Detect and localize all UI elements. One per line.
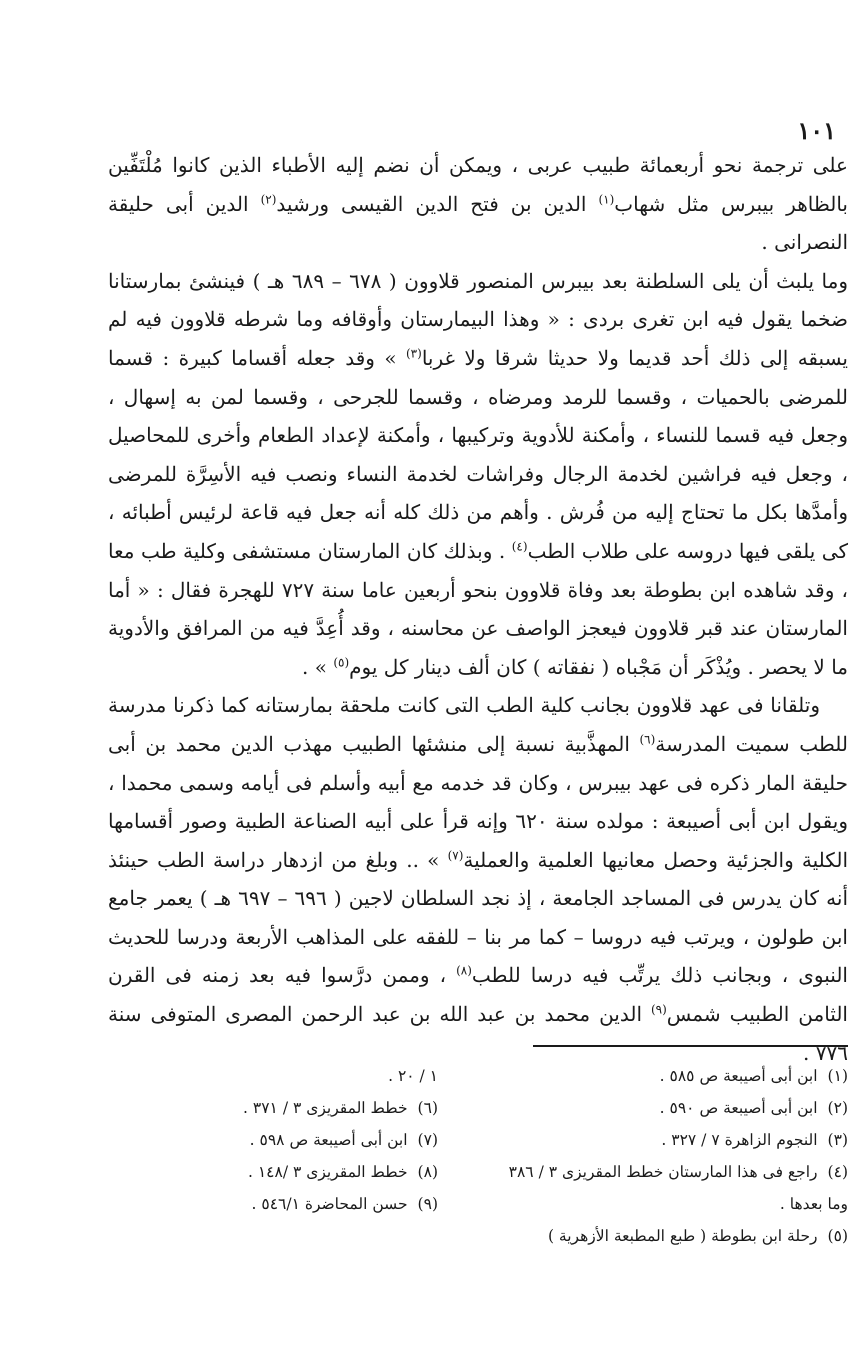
footnote-text: راجع فى هذا المارستان خطط المقريزى ٣ / ٣٨٦	[508, 1163, 818, 1181]
paragraph	[108, 262, 848, 687]
footnote	[463, 1092, 848, 1124]
paragraph	[108, 146, 848, 262]
footnotes-right-column	[463, 1060, 848, 1252]
footnote-number: (٢)	[827, 1099, 848, 1117]
footnote	[463, 1124, 848, 1156]
paragraph-text: الدين أبى حليقة النصرانى .	[108, 191, 848, 255]
footnote-number: (٥)	[827, 1227, 848, 1245]
footnote-continuation: وما بعدها .	[779, 1195, 848, 1213]
footnote-text: رحلة ابن بطوطة ( طبع المطبعة الأزهرية )	[547, 1227, 818, 1245]
footnote-marker: (٦)	[639, 732, 656, 747]
footnote	[108, 1188, 438, 1220]
page-number: ١٠١	[797, 116, 836, 145]
paragraph-text: الدين بن فتح الدين القيسى ورشيد	[276, 191, 599, 216]
footnote-text: النجوم الزاهرة ٧ / ٣٢٧ .	[661, 1131, 818, 1149]
footnote-text: حسن المحاضرة ٥٤٦/١ .	[251, 1195, 408, 1213]
paragraph-text: » .	[302, 654, 334, 679]
footnote-marker: (١)	[598, 191, 615, 206]
paragraph-text: على ترجمة نحو أربعمائة طبيب عربى ، ويمكن أن نضم إليه الأطباء الذين كانوا مُلْتَفِّين بالظاهر بيبرس مثل شهاب	[108, 153, 848, 216]
footnote-marker: (٤)	[511, 539, 528, 554]
footnote-marker: (٨)	[456, 963, 472, 978]
footnote-text: ابن أبى أصيبعة ص ٥٩٠ .	[659, 1099, 818, 1117]
footnote-number: (١)	[827, 1067, 848, 1085]
paragraph-text: وما يلبث أن يلى السلطنة بعد بيبرس المنصور قلاوون ( ٦٧٨ – ٦٨٩ هـ ) فينشئ بمارستانا ضخما يقول فيه ابن تغرى بردى : « وهذا البيمارستان وأوقافه وما شرطه قلاوون فيه لم يسبقه إلى ذلك أحد قديما ولا حديثا شرقا ولا غربا	[108, 268, 848, 370]
footnote-number: (٣)	[827, 1131, 848, 1149]
footnote	[463, 1060, 848, 1092]
footnote-number: (٩)	[417, 1195, 438, 1213]
footnote-number: (٤)	[827, 1163, 848, 1181]
paragraph-text: ، وممن درَّسوا فيه بعد زمنه فى القرن الثامن الطبيب شمس	[108, 963, 848, 1027]
footnote-text: ابن أبى أصيبعة ص ٥٨٥ .	[659, 1067, 818, 1085]
footnotes-left-column	[108, 1060, 438, 1220]
main-text	[108, 146, 848, 1072]
footnote-text: ابن أبى أصيبعة ص ٥٩٨ .	[249, 1131, 408, 1149]
footnote-marker: (٢)	[260, 191, 277, 206]
footnote-marker: (٩)	[650, 1002, 667, 1017]
paragraph-text: وتلقانا فى عهد قلاوون بجانب كلية الطب التى كانت ملحقة بمارستانه كما ذكرنا مدرسة للطب سميت المدرسة	[108, 693, 848, 756]
paragraph-text: . وبذلك كان المارستان مستشفى وكلية طب معا ، وقد شاهده ابن بطوطة بعد وفاة قلاوون بنحو أربعين عاما سنة ٧٢٧ للهجرة فقال : « أما المارستان عند قبر قلاوون فيعجز الواصف عن محاسنه ، وقد أُعِدَّ فيه من المرافق والأدوية ما لا يحصر . ويُذْكَر أن مَجْباه ( نفقاته ) كان ألف دينار كل يوم	[108, 538, 848, 679]
footnote	[108, 1156, 438, 1188]
footnote-text: خطط المقريزى ٣ / ٣٧١ .	[243, 1099, 408, 1117]
footnote	[108, 1060, 438, 1092]
paragraph-text: » .. وبلغ من ازدهار دراسة الطب حينئذ أنه كان يدرس فى المساجد الجامعة ، إذ نجد السلطان لاجين ( ٦٩٦ – ٦٩٧ هـ ) يعمر جامع ابن طولون ، ويرتب فيه دروسا – كما مر بنا – للفقه على المذاهب الأربعة ودرسا للحديث النبوى ، وبجانب ذلك يرتِّب فيه درسا للطب	[108, 847, 849, 988]
footnote-number: (٨)	[417, 1163, 438, 1181]
footnote-text: خطط المقريزى ٣ /١٤٨ .	[247, 1163, 408, 1181]
footnote	[463, 1220, 848, 1252]
paragraph	[108, 686, 848, 1072]
footnote	[108, 1092, 438, 1124]
book-page	[108, 110, 848, 1290]
paragraph-text: الدين محمد بن عبد الله بن عبد الرحمن المصرى المتوفى سنة ٧٧٦ .	[108, 1002, 848, 1065]
footnote	[108, 1124, 438, 1156]
footnote-marker: (٥)	[333, 655, 350, 670]
footnote-marker: (٣)	[405, 346, 422, 361]
footnote	[463, 1156, 848, 1188]
footnote-text: ١ / ٢٠ .	[388, 1067, 438, 1085]
footnote-number: (٧)	[417, 1131, 438, 1149]
footnote-marker: (٧)	[447, 848, 464, 863]
paragraph-text: » وقد جعله أقساما كبيرة : قسما للمرضى بالحميات ، وقسما للرمد ومرضاه ، وقسما للجرحى ، وقسما لمن به إسهال ، وجعل فيه قسما للنساء ، وأمكنة للأدوية وتركيبها ، وأمكنة لإعداد الطعام وأخرى للمحاصيل ، وجعل فيه فراشين لخدمة الرجال وفراشات لخدمة النساء ونصب فيه الأسِرَّة للمرضى وأمدَّها بكل ما تحتاج إليه من فُرش . وأهم من ذلك كله أنه جعل فيه قاعة لرئيس أطبائه ، كى يلقى فيها دروسه على طلاب الطب	[108, 345, 848, 563]
paragraph-text: المهذَّبية نسبة إلى منشئها الطبيب مهذب الدين محمد بن أبى حليقة المار ذكره فى عهد بيبرس ، وكان قد خدمه مع أبيه وأسلم فى أيامه وسمى محمدا ، ويقول ابن أبى أصيبعة : مولده سنة ٦٢٠ وإنه قرأ على أبيه الصناعة الطبية وصور أقسامها الكلية والجزئية وحصل معانيها العلمية والعملية	[108, 731, 848, 872]
footnote-number: (٦)	[417, 1099, 438, 1117]
footnote-separator	[533, 1045, 848, 1047]
